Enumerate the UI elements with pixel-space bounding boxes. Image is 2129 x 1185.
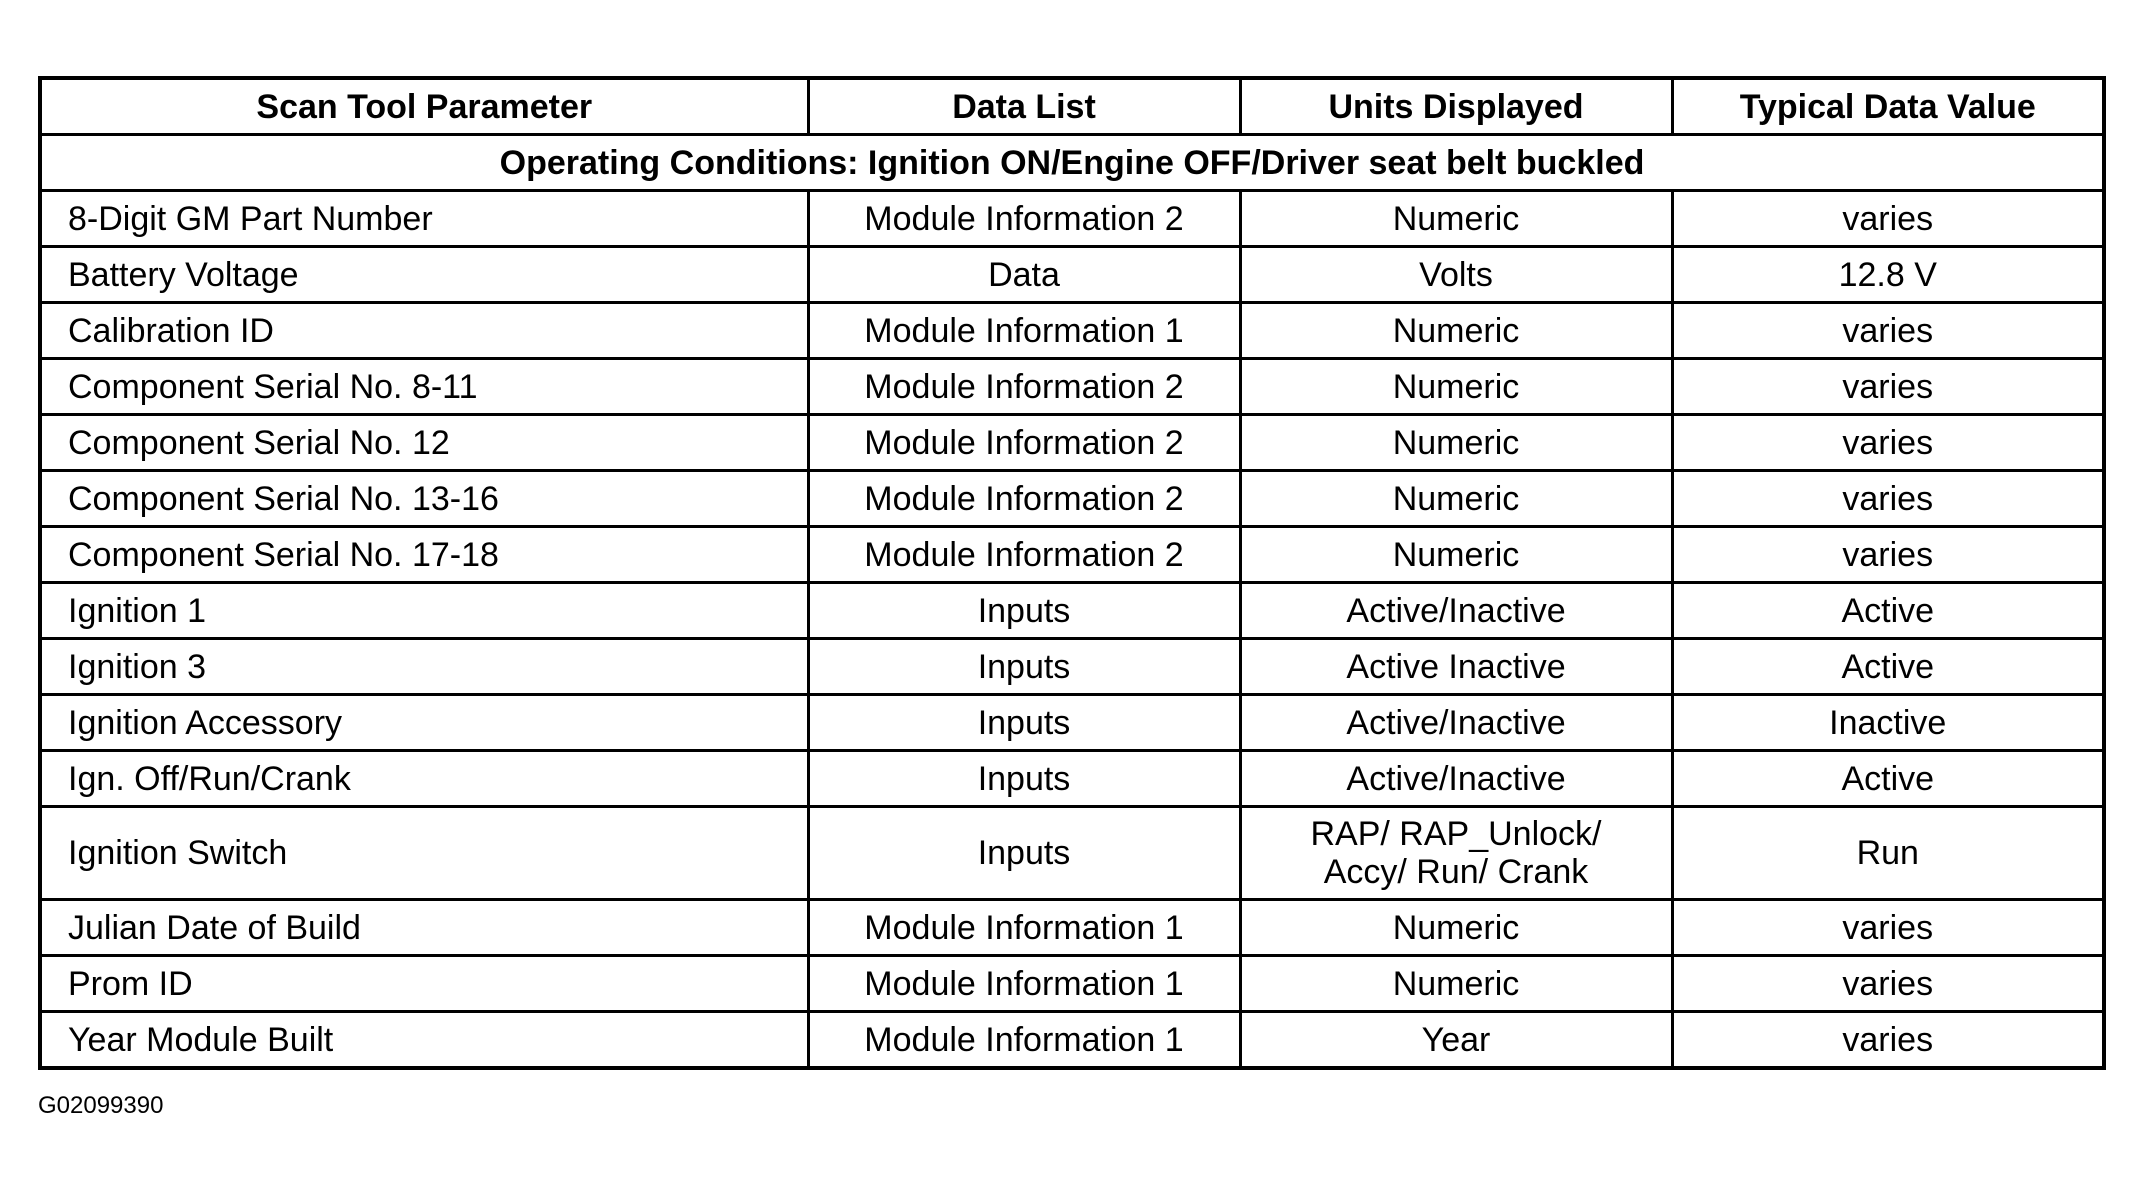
header-units-displayed: Units Displayed (1240, 78, 1672, 135)
cell-data-list: Inputs (808, 695, 1240, 751)
cell-data-list: Module Information 2 (808, 415, 1240, 471)
cell-units: Active/Inactive (1240, 751, 1672, 807)
table-row (40, 471, 2104, 527)
cell-parameter: Ignition 1 (40, 583, 808, 639)
cell-data-list: Data (808, 247, 1240, 303)
cell-data-list: Module Information 2 (808, 527, 1240, 583)
cell-units: Numeric (1240, 527, 1672, 583)
cell-units: Numeric (1240, 359, 1672, 415)
table-row (40, 807, 2104, 900)
cell-parameter: Component Serial No. 8-11 (40, 359, 808, 415)
cell-units: Numeric (1240, 303, 1672, 359)
cell-typical-value: Run (1672, 807, 2104, 900)
table-row (40, 415, 2104, 471)
cell-parameter: 8-Digit GM Part Number (40, 191, 808, 247)
table-row (40, 695, 2104, 751)
header-row (40, 78, 2104, 135)
cell-typical-value: varies (1672, 359, 2104, 415)
cell-units: Numeric (1240, 956, 1672, 1012)
cell-units: Numeric (1240, 471, 1672, 527)
header-data-list: Data List (808, 78, 1240, 135)
cell-data-list: Inputs (808, 751, 1240, 807)
cell-typical-value: varies (1672, 191, 2104, 247)
cell-units: Numeric (1240, 191, 1672, 247)
cell-data-list: Inputs (808, 583, 1240, 639)
table-row (40, 191, 2104, 247)
table-row (40, 527, 2104, 583)
cell-parameter: Year Module Built (40, 1012, 808, 1069)
cell-parameter: Ign. Off/Run/Crank (40, 751, 808, 807)
cell-typical-value: varies (1672, 303, 2104, 359)
table-row (40, 900, 2104, 956)
cell-units: Active Inactive (1240, 639, 1672, 695)
cell-units: Numeric (1240, 900, 1672, 956)
cell-units: Year (1240, 1012, 1672, 1069)
cell-parameter: Prom ID (40, 956, 808, 1012)
cell-data-list: Module Information 2 (808, 359, 1240, 415)
cell-data-list: Inputs (808, 639, 1240, 695)
cell-data-list: Module Information 2 (808, 191, 1240, 247)
table-row (40, 1012, 2104, 1069)
cell-typical-value: varies (1672, 415, 2104, 471)
table-row (40, 583, 2104, 639)
cell-typical-value: varies (1672, 1012, 2104, 1069)
cell-parameter: Component Serial No. 12 (40, 415, 808, 471)
cell-typical-value: varies (1672, 956, 2104, 1012)
cell-parameter: Component Serial No. 17-18 (40, 527, 808, 583)
header-typical-data-value: Typical Data Value (1672, 78, 2104, 135)
cell-units: Active/Inactive (1240, 583, 1672, 639)
units-line-2: Accy/ Run/ Crank (1323, 853, 1589, 891)
table-row (40, 247, 2104, 303)
cell-data-list: Module Information 1 (808, 900, 1240, 956)
operating-conditions-row (40, 135, 2104, 191)
table-row (40, 639, 2104, 695)
cell-data-list: Inputs (808, 807, 1240, 900)
cell-typical-value: Active (1672, 751, 2104, 807)
cell-parameter: Ignition Accessory (40, 695, 808, 751)
cell-units: Active/Inactive (1240, 695, 1672, 751)
cell-typical-value: varies (1672, 471, 2104, 527)
cell-units (1240, 807, 1672, 900)
table-row (40, 751, 2104, 807)
cell-units: Volts (1240, 247, 1672, 303)
cell-data-list: Module Information 1 (808, 956, 1240, 1012)
operating-conditions: Operating Conditions: Ignition ON/Engine OFF/Driver seat belt buckled (40, 135, 2104, 191)
cell-parameter: Julian Date of Build (40, 900, 808, 956)
cell-parameter: Battery Voltage (40, 247, 808, 303)
figure-id: G02099390 (38, 1092, 164, 1119)
units-line-1: RAP/ RAP_Unlock/ (1310, 815, 1602, 853)
table-row (40, 359, 2104, 415)
cell-typical-value: varies (1672, 527, 2104, 583)
cell-parameter: Calibration ID (40, 303, 808, 359)
cell-parameter: Ignition Switch (40, 807, 808, 900)
cell-parameter: Ignition 3 (40, 639, 808, 695)
table-row (40, 956, 2104, 1012)
cell-typical-value: varies (1672, 900, 2104, 956)
cell-typical-value: Inactive (1672, 695, 2104, 751)
cell-data-list: Module Information 1 (808, 303, 1240, 359)
table-row (40, 303, 2104, 359)
cell-data-list: Module Information 2 (808, 471, 1240, 527)
cell-data-list: Module Information 1 (808, 1012, 1240, 1069)
header-scan-tool-parameter: Scan Tool Parameter (40, 78, 808, 135)
cell-typical-value: Active (1672, 639, 2104, 695)
cell-typical-value: 12.8 V (1672, 247, 2104, 303)
cell-units: Numeric (1240, 415, 1672, 471)
scan-tool-data-table (38, 76, 2106, 1070)
cell-parameter: Component Serial No. 13-16 (40, 471, 808, 527)
cell-typical-value: Active (1672, 583, 2104, 639)
